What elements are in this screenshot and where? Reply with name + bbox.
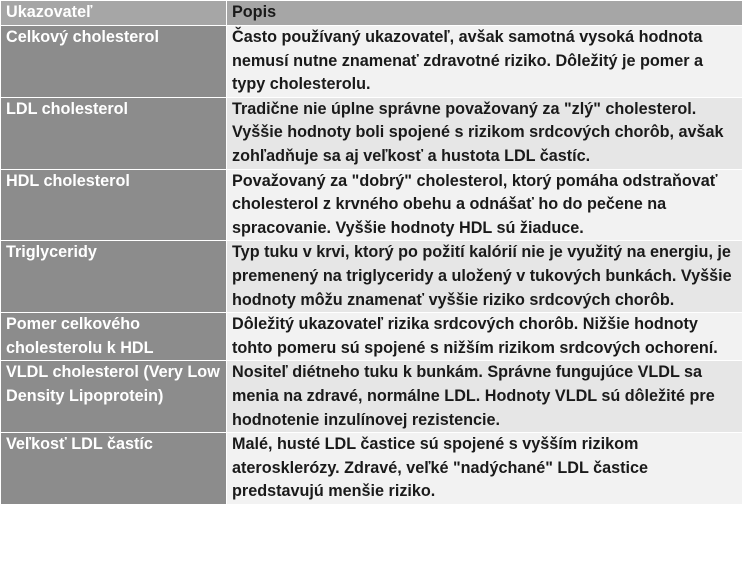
table-row — [1, 313, 742, 361]
indicator-cell: Celkový cholesterol — [1, 26, 227, 98]
description-cell: Často používaný ukazovateľ, avšak samotná vysoká hodnota nemusí nutne znamenať zdravotné riziko. Dôležitý je pomer a typy cholesterolu. — [227, 26, 742, 98]
table-header-row — [1, 1, 742, 26]
indicator-cell: Veľkosť LDL častíc — [1, 433, 227, 505]
header-description: Popis — [227, 1, 742, 26]
indicator-cell: HDL cholesterol — [1, 169, 227, 241]
indicator-cell: Pomer celkového cholesterolu k HDL — [1, 313, 227, 361]
table-row — [1, 361, 742, 433]
description-cell: Dôležitý ukazovateľ rizika srdcových chorôb. Nižšie hodnoty tohto pomeru sú spojené s nižším rizikom srdcových ochorení. — [227, 313, 742, 361]
description-cell: Malé, husté LDL častice sú spojené s vyšším rizikom aterosklerózy. Zdravé, veľké "nadýchané" LDL častice predstavujú menšie riziko. — [227, 433, 742, 505]
description-cell: Tradične nie úplne správne považovaný za "zlý" cholesterol. Vyššie hodnoty boli spojené s rizikom srdcových chorôb, avšak zohľadňuje sa aj veľkosť a hustota LDL častíc. — [227, 97, 742, 169]
description-cell: Považovaný za "dobrý" cholesterol, ktorý pomáha odstraňovať cholesterol z krvného obehu a odnášať ho do pečene na spracovanie. Vyššie hodnoty HDL sú žiaduce. — [227, 169, 742, 241]
indicator-cell: Triglyceridy — [1, 241, 227, 313]
table-row — [1, 97, 742, 169]
table-row — [1, 169, 742, 241]
description-cell: Typ tuku v krvi, ktorý po požití kalórií nie je využitý na energiu, je premenený na triglyceridy a uložený v tukových bunkách. Vyššie hodnoty môžu znamenať vyššie riziko srdcových chorôb. — [227, 241, 742, 313]
description-cell: Nositeľ diétneho tuku k bunkám. Správne fungujúce VLDL sa menia na zdravé, normálne LDL. Hodnoty VLDL sú dôležité pre hodnotenie inzulínovej rezistencie. — [227, 361, 742, 433]
header-indicator: Ukazovateľ — [1, 1, 227, 26]
table-row — [1, 241, 742, 313]
indicator-cell: LDL cholesterol — [1, 97, 227, 169]
table-row — [1, 433, 742, 505]
table-row — [1, 26, 742, 98]
indicator-cell: VLDL cholesterol (Very Low Density Lipoprotein) — [1, 361, 227, 433]
